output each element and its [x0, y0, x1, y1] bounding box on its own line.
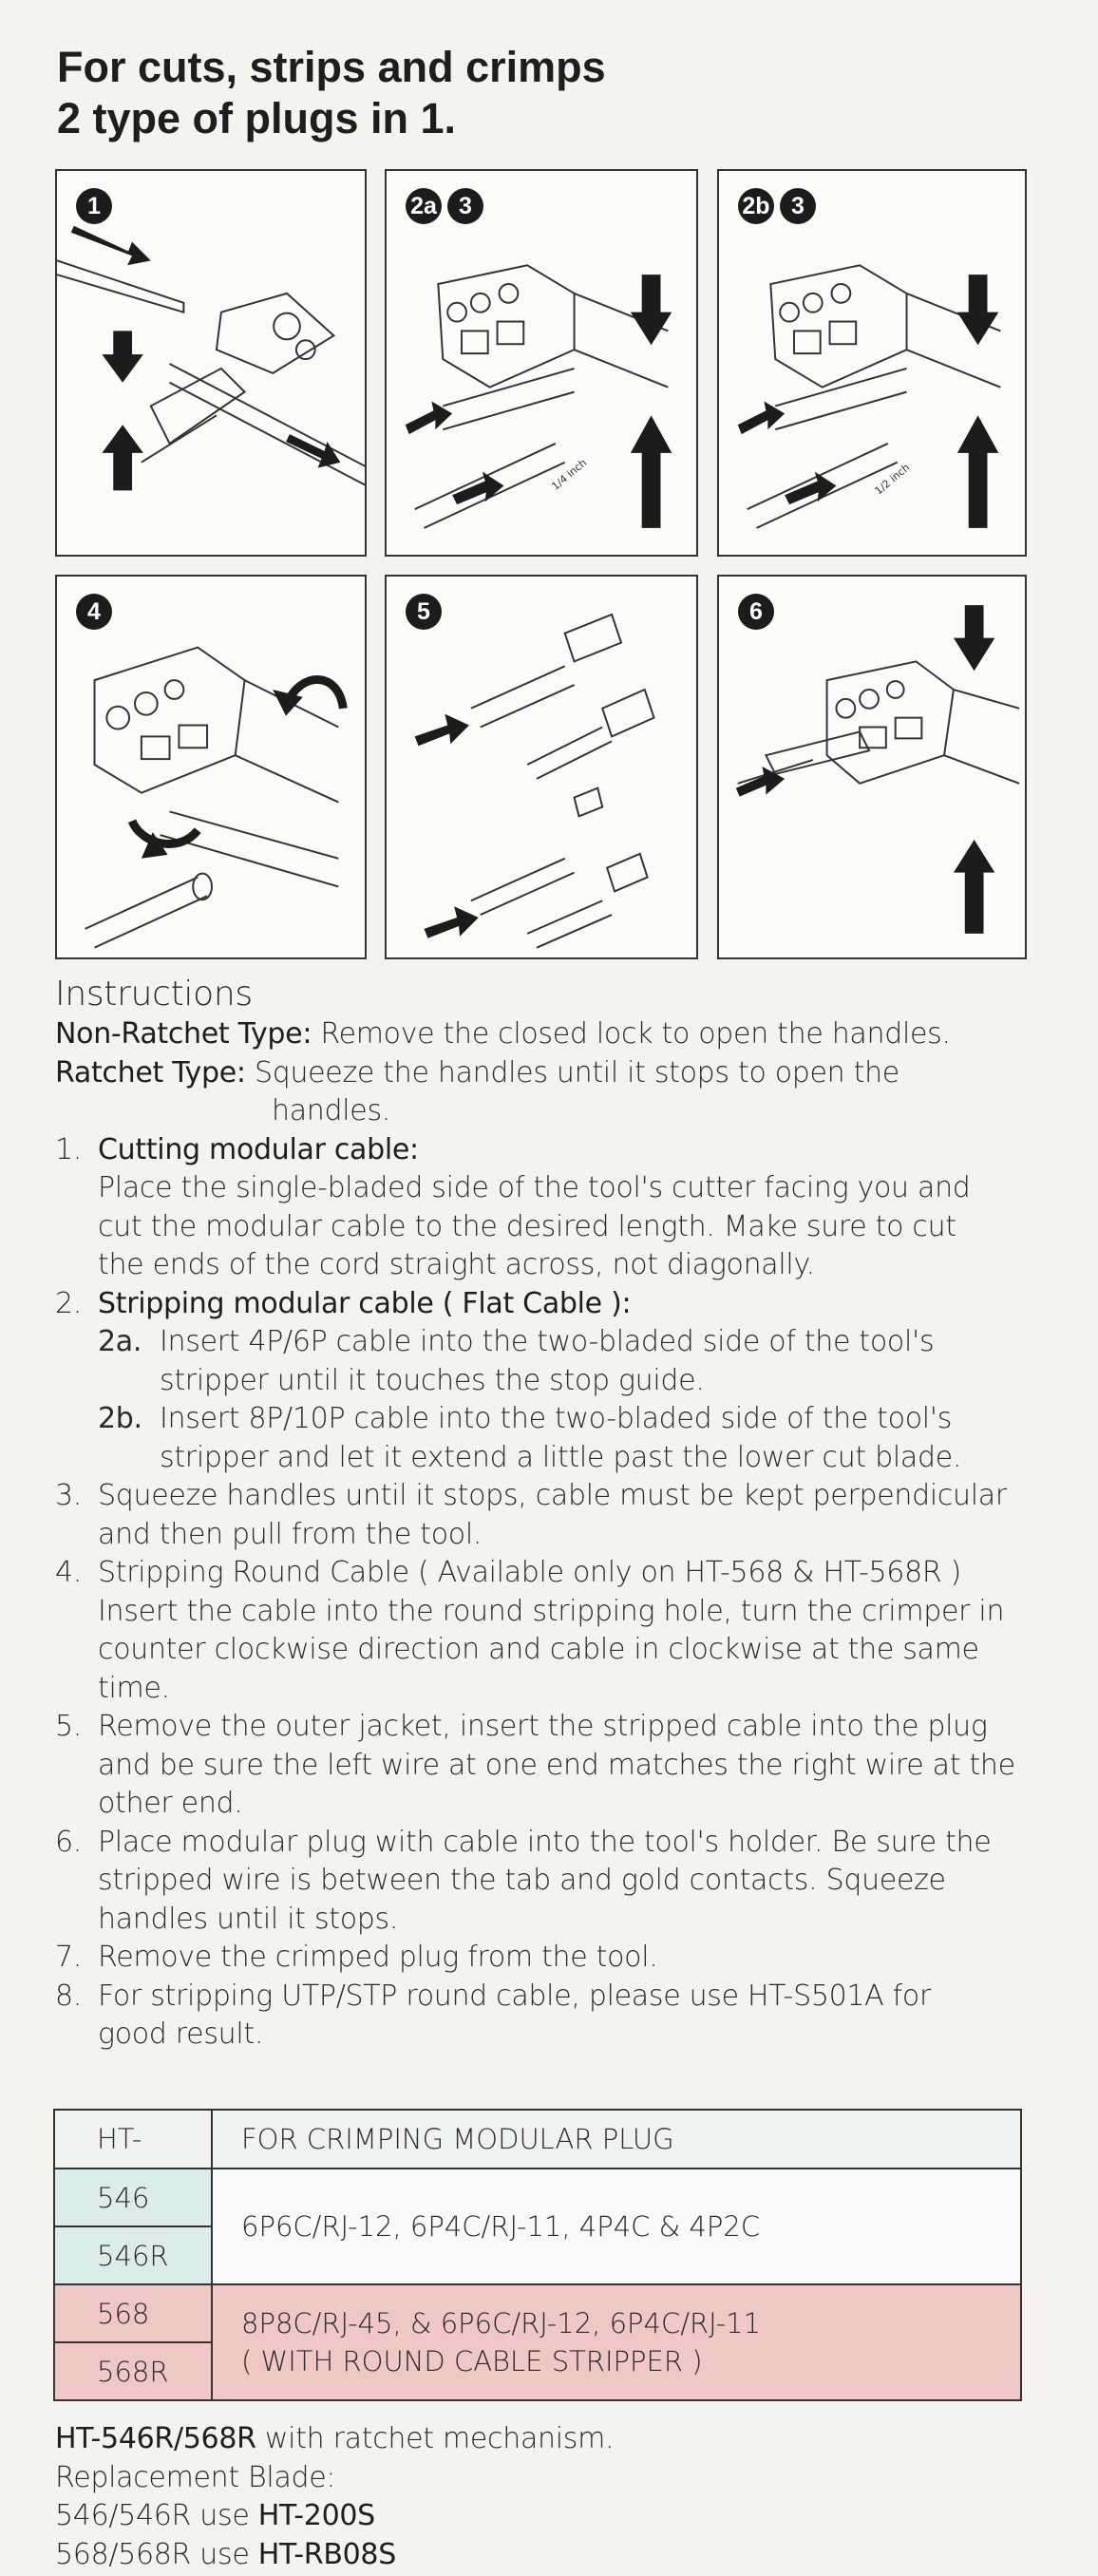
panel-step-2a-3	[385, 169, 698, 557]
step-badges	[738, 188, 816, 224]
step-title: Stripping modular cable ( Flat Cable ):	[98, 1286, 632, 1320]
measure-label: 1/2 inch	[872, 461, 913, 498]
step-number: 5.	[55, 1710, 83, 1743]
step-number: 1.	[55, 1132, 83, 1166]
step-badges	[76, 594, 112, 630]
step-number: 2.	[55, 1286, 83, 1320]
panel-step-6	[717, 575, 1027, 959]
panel-step-1	[55, 169, 367, 557]
step-badges	[406, 594, 442, 630]
blade-model: HT-RB08S	[257, 2537, 396, 2571]
cutting-illustration	[57, 171, 365, 555]
model-cell: 546	[54, 2169, 212, 2226]
step-1-text: cut the modular cable to the desired length. Make sure to cut	[98, 1209, 956, 1243]
plug-compatibility-table	[53, 2109, 1022, 2401]
panel-step-4	[55, 575, 367, 959]
footer-notes	[55, 2420, 614, 2574]
table-row	[54, 2284, 1021, 2342]
step-3-text: and then pull from the tool.	[98, 1517, 483, 1551]
step-badge: 4	[76, 594, 112, 630]
step-6-text	[55, 1824, 1062, 1863]
step-badge: 3	[780, 188, 816, 224]
ratchet-label: Ratchet Type:	[55, 1055, 246, 1089]
header-desc: FOR CRIMPING MODULAR PLUG	[212, 2110, 1021, 2169]
step-badge: 2a	[406, 188, 442, 224]
panel-step-2b-3	[717, 169, 1027, 557]
non-ratchet-text: Remove the closed lock to open the handles.	[312, 1017, 951, 1051]
substep-number: 2b.	[98, 1402, 142, 1435]
step-number: 8.	[55, 1979, 83, 2013]
desc-cell	[212, 2284, 1021, 2400]
step-2b-text: stripper and let it extend a little past the lower cut blade.	[160, 1440, 962, 1474]
replacement-blade-heading: Replacement Blade:	[55, 2460, 336, 2494]
step-number: 7.	[55, 1941, 83, 1974]
non-ratchet-label: Non-Ratchet Type:	[55, 1017, 312, 1051]
desc-cell: 6P6C/RJ-12, 6P4C/RJ-11, 4P4C & 4P2C	[212, 2169, 1021, 2284]
step-7-text	[55, 1939, 1062, 1978]
table-row	[54, 2169, 1021, 2226]
step-badge: 5	[406, 594, 442, 630]
instructions	[55, 974, 1062, 2055]
step-number: 4.	[55, 1556, 83, 1589]
ratchet-line-cont: handles.	[272, 1094, 391, 1127]
step-2a-text: stripper until it touches the stop guide.	[160, 1363, 705, 1397]
title-line-1: For cuts, strips and crimps	[57, 43, 606, 91]
step-title: Cutting modular cable:	[98, 1132, 419, 1166]
model-cell: 568R	[54, 2342, 212, 2400]
step-badges	[76, 188, 112, 224]
step-6-text: stripped wire is between the tab and gold contacts. Squeeze	[98, 1864, 946, 1897]
step-5-text: other end.	[98, 1787, 243, 1820]
step-text: Place modular plug with cable into the tool's holder. Be sure the	[98, 1825, 992, 1859]
panel-step-5	[385, 575, 698, 959]
step-badge: 3	[447, 188, 483, 224]
note-text: 546/546R use	[55, 2499, 258, 2532]
step-text: Stripping Round Cable ( Available only on HT-568 & HT-568R )	[98, 1556, 962, 1589]
model-names: HT-546R/568R	[55, 2422, 256, 2455]
note-text: with ratchet mechanism.	[256, 2422, 615, 2455]
model-cell: 568	[54, 2284, 212, 2342]
step-8-text: good result.	[98, 2017, 264, 2051]
step-4-text: counter clockwise direction and cable in clockwise at the same	[98, 1633, 979, 1666]
substep-text: Insert 4P/6P cable into the two-bladed side of the tool's	[160, 1325, 935, 1358]
step-text: Remove the crimped plug from the tool.	[98, 1941, 658, 1974]
instructions-heading: Instructions	[55, 975, 253, 1013]
step-2b-text	[55, 1400, 1062, 1439]
title-line-2: 2 type of plugs in 1.	[57, 94, 457, 142]
blade-546	[55, 2497, 614, 2536]
plug-insertion-illustration	[387, 577, 696, 957]
blade-model: HT-200S	[257, 2499, 375, 2532]
step-badge: 2b	[738, 188, 774, 224]
step-badge: 1	[76, 188, 112, 224]
ratchet-line	[55, 1054, 1062, 1093]
substep-number: 2a.	[98, 1325, 142, 1358]
non-ratchet-line	[55, 1015, 1062, 1054]
desc-line: 8P8C/RJ-45, & 6P6C/RJ-12, 6P4C/RJ-11	[241, 2307, 762, 2339]
step-4-text: Insert the cable into the round stripping hole, turn the crimper in	[98, 1594, 1005, 1628]
ratchet-note	[55, 2420, 614, 2459]
step-text: For stripping UTP/STP round cable, please use HT-S501A for	[98, 1979, 931, 2013]
step-badges	[406, 188, 483, 224]
round-stripping-illustration	[57, 577, 365, 957]
step-text: Squeeze handles until it stops, cable must be kept perpendicular	[98, 1479, 1007, 1512]
note-text: 568/568R use	[55, 2537, 258, 2571]
step-6-text: handles until it stops.	[98, 1902, 399, 1936]
table-header-row	[54, 2110, 1021, 2169]
step-1-text: the ends of the cord straight across, not diagonally.	[98, 1248, 815, 1281]
stripping-8p10p-illustration	[719, 171, 1025, 555]
ratchet-text: Squeeze the handles until it stops to open the	[245, 1055, 899, 1089]
desc-line: ( WITH ROUND CABLE STRIPPER )	[241, 2345, 703, 2377]
step-3-text	[55, 1477, 1062, 1516]
header-model: HT-	[54, 2110, 212, 2169]
stripping-4p6p-illustration	[387, 171, 696, 555]
step-badge: 6	[738, 594, 774, 630]
step-8-text	[55, 1978, 1062, 2017]
step-text: Remove the outer jacket, insert the stripped cable into the plug	[98, 1710, 988, 1743]
step-number: 6.	[55, 1825, 83, 1859]
blade-568	[55, 2536, 614, 2575]
page-title	[57, 42, 606, 144]
step-1-text: Place the single-bladed side of the tool's cutter facing you and	[98, 1171, 971, 1204]
model-cell: 546R	[54, 2226, 212, 2284]
step-4-text: time.	[98, 1671, 170, 1705]
step-5-text: and be sure the left wire at one end matches the right wire at the	[98, 1748, 1015, 1782]
crimping-illustration	[719, 577, 1025, 957]
substep-text: Insert 8P/10P cable into the two-bladed side of the tool's	[160, 1402, 953, 1435]
step-4-text	[55, 1554, 1062, 1593]
step-badges	[738, 594, 774, 630]
step-2-title	[55, 1285, 1062, 1324]
measure-label: 1/4 inch	[549, 456, 590, 493]
step-1-title	[55, 1131, 1062, 1170]
step-5-text	[55, 1708, 1062, 1747]
step-2a-text	[55, 1323, 1062, 1362]
step-number: 3.	[55, 1479, 83, 1512]
